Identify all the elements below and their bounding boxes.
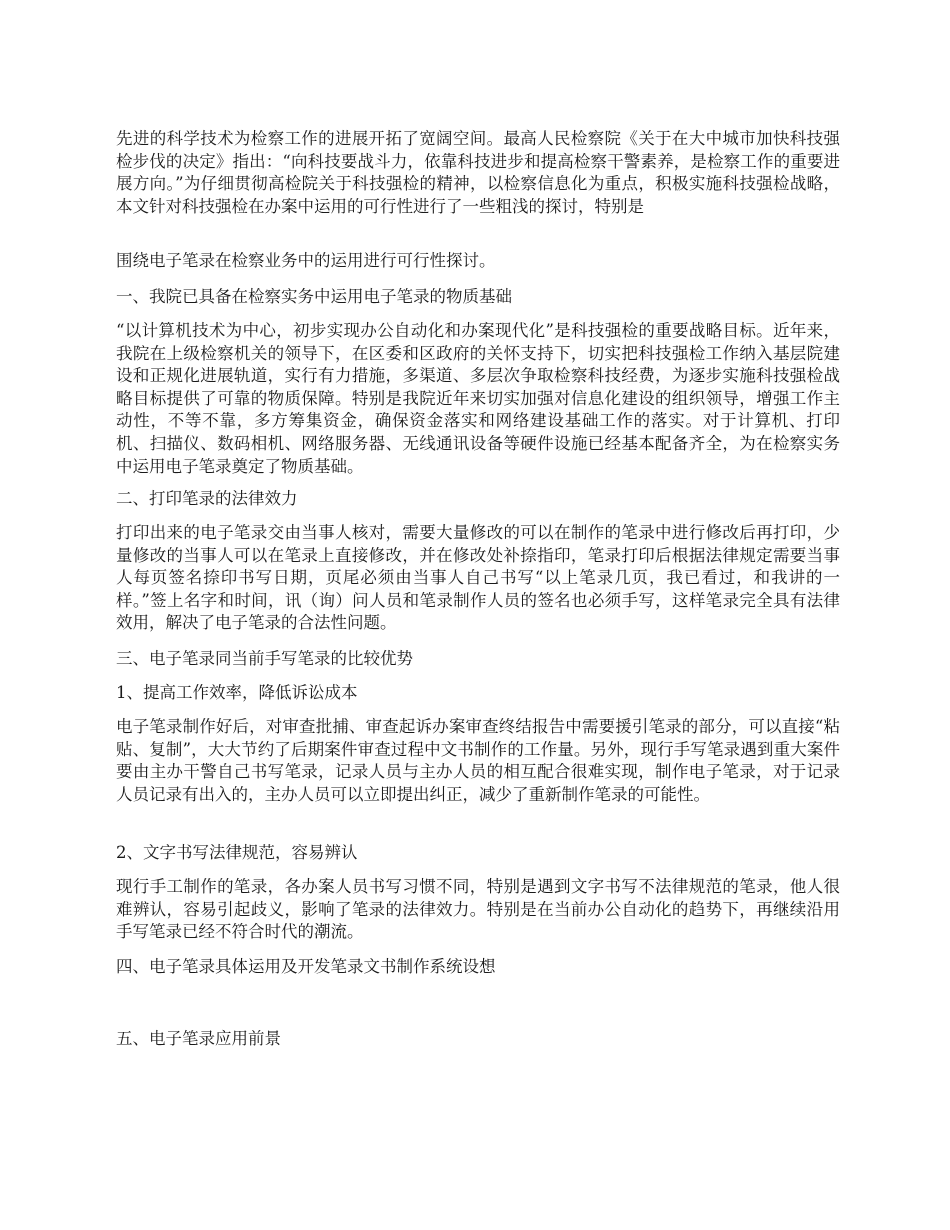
paragraph-intro: 先进的科学技术为检察工作的进展开拓了宽阔空间。最高人民检察院《关于在大中城市加快科技强检步伐的决定》指出：“向科技要战斗力，依靠科技进步和提高检察干警素养，是检察工作的重要进展方向。”为仔细贯彻高检院关于科技强检的精神，以检察信息化为重点，积极实施科技强检战略，本文针对科技强检在办案中运用的可行性进行了一些粗浅的探讨，特别是 xyxy=(116,129,840,216)
subsection-heading-3-1: 1、提高工作效率，降低诉讼成本 xyxy=(116,683,358,702)
section-heading-3: 三、电子笔录同当前手写笔录的比较优势 xyxy=(116,649,413,668)
paragraph-section-1: “以计算机技术为中心，初步实现办公自动化和办案现代化”是科技强检的重要战略目标。近年来，我院在上级检察机关的领导下，在区委和区政府的关怀支持下，切实把科技强检工作纳入基层院建设和正规化进展轨道，实行有力措施，多渠道、多层次争取检察科技经费，为逐步实施科技强检战略目标提供了可靠的物质保障。特别是我院近年来切实加强对信息化建设的组织领导，增强工作主动性，不等不靠，多方筹集资金，确保资金落实和网络建设基础工作的落实。对于计算机、打印机、扫描仪、数码相机、网络服务器、无线通讯设备等硬件设施已经基本配备齐全，为在检察实务中运用电子笔录奠定了物质基础。 xyxy=(116,321,840,476)
section-heading-1: 一、我院已具备在检察实务中运用电子笔录的物质基础 xyxy=(116,287,512,306)
section-heading-4: 四、电子笔录具体运用及开发笔录文书制作系统设想 xyxy=(116,957,496,976)
paragraph-section-2: 打印出来的电子笔录交由当事人核对，需要大量修改的可以在制作的笔录中进行修改后再打印，少量修改的当事人可以在笔录上直接修改，并在修改处补捺指印，笔录打印后根据法律规定需要当事人每页签名捺印书写日期，页尾必须由当事人自己书写“以上笔录几页，我已看过，和我讲的一样。”签上名字和时间，讯（询）问人员和笔录制作人员的签名也必须手写，这样笔录完全具有法律效用，解决了电子笔录的合法性问题。 xyxy=(116,523,840,633)
paragraph-section-3-2: 现行手工制作的笔录，各办案人员书写习惯不同，特别是遇到文字书写不法律规范的笔录，他人很难辨认，容易引起歧义，影响了笔录的法律效力。特别是在当前办公自动化的趋势下，再继续沿用手写笔录已经不符合时代的潮流。 xyxy=(116,877,840,942)
section-heading-5: 五、电子笔录应用前景 xyxy=(116,1029,281,1048)
section-heading-2: 二、打印笔录的法律效力 xyxy=(116,489,298,508)
subsection-heading-3-2: 2、文字书写法律规范，容易辨认 xyxy=(116,843,358,862)
paragraph-intro-continued: 围绕电子笔录在检察业务中的运用进行可行性探讨。 xyxy=(116,251,496,270)
paragraph-section-3-1: 电子笔录制作好后，对审查批捕、审查起诉办案审查终结报告中需要援引笔录的部分，可以直接“粘贴、复制”，大大节约了后期案件审查过程中文书制作的工作量。另外，现行手写笔录遇到重大案件要由主办干警自己书写笔录，记录人员与主办人员的相互配合很难实现，制作电子笔录，对于记录人员记录有出入的，主办人员可以立即提出纠正，减少了重新制作笔录的可能性。 xyxy=(116,717,840,804)
